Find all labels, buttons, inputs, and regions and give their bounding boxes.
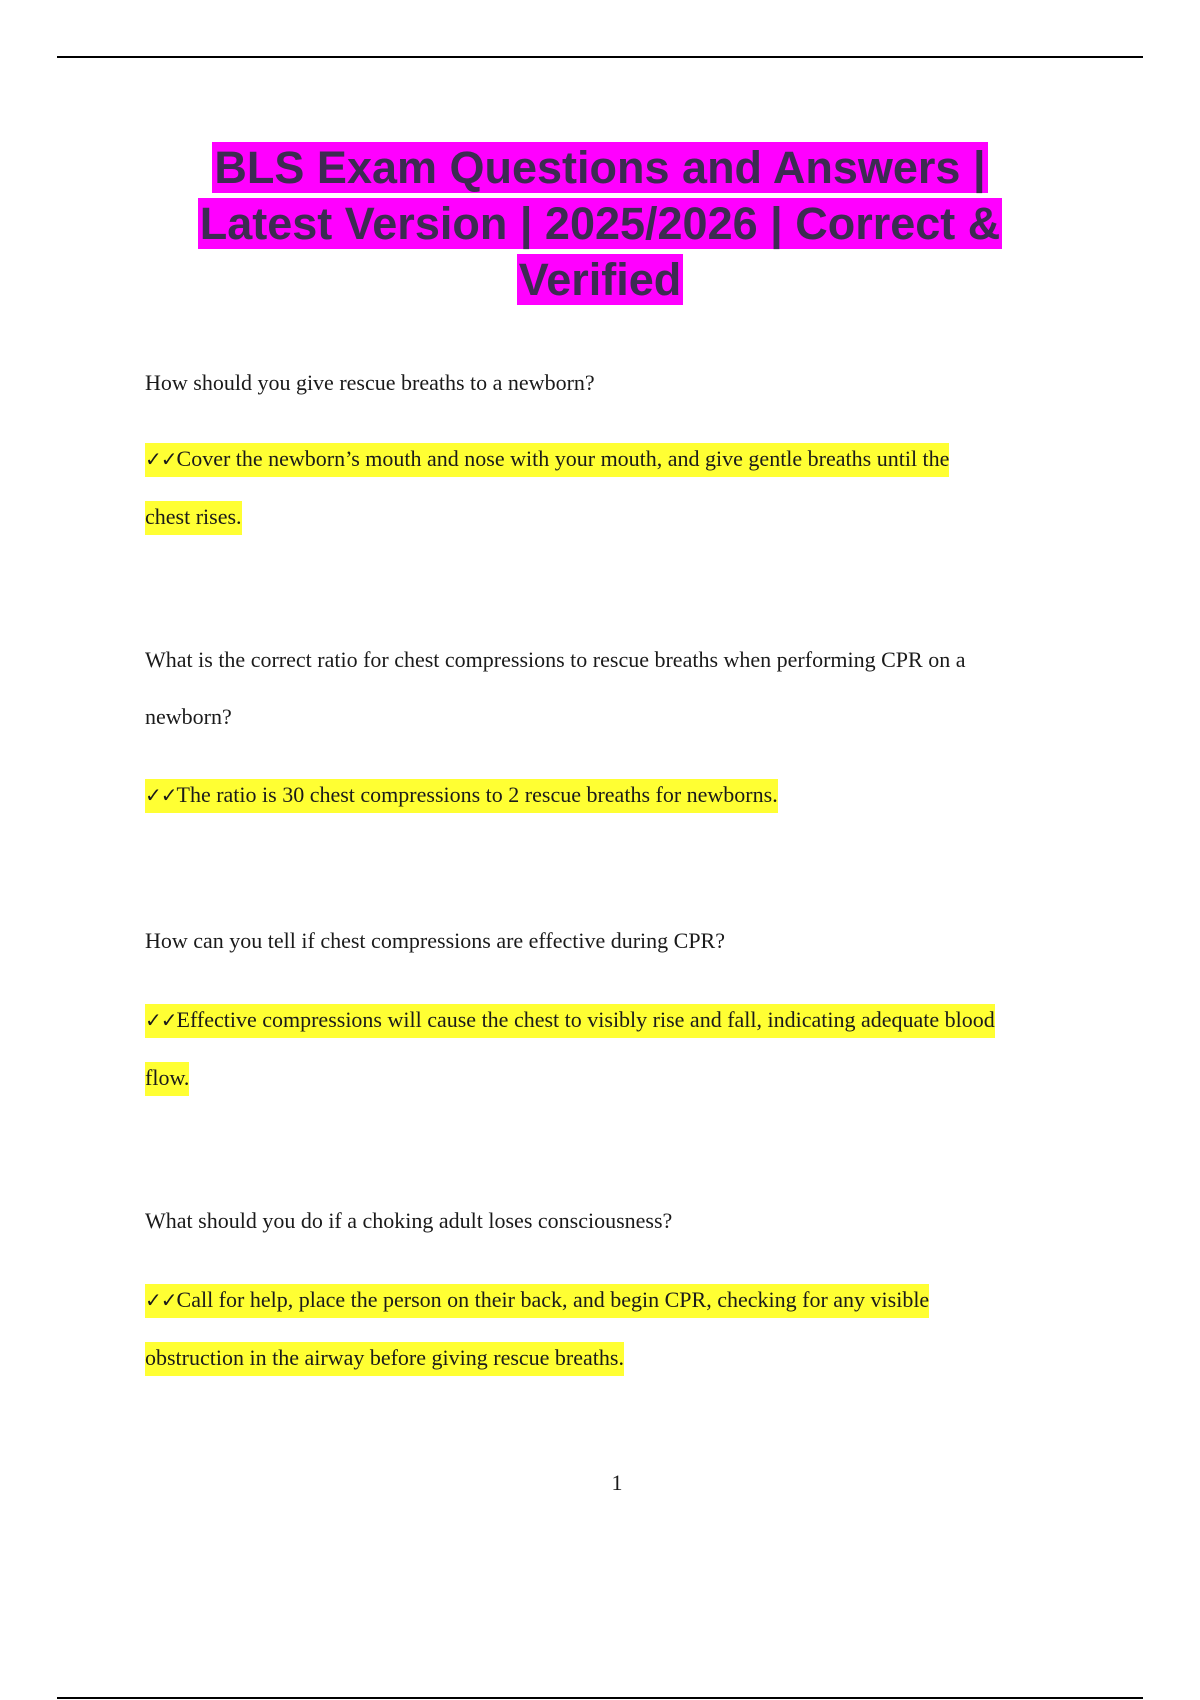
answer-2 xyxy=(145,766,1095,824)
question-2-line-2: newborn? xyxy=(145,704,232,729)
answer-4 xyxy=(145,1271,1095,1386)
answer-4-line-2: obstruction in the airway before giving rescue breaths. xyxy=(145,1342,624,1376)
title-line-1: BLS Exam Questions and Answers | xyxy=(214,142,986,193)
page-number: 1 xyxy=(611,1470,623,1495)
top-rule xyxy=(57,56,1143,58)
title-line-2: Latest Version | 2025/2026 | Correct & xyxy=(199,198,1001,249)
answer-3 xyxy=(145,991,1095,1106)
document-title xyxy=(100,140,1100,308)
question-1: How should you give rescue breaths to a newborn? xyxy=(145,370,595,395)
check-mark-icon: ✓✓ xyxy=(145,1008,177,1032)
qa-item-3 xyxy=(145,912,1095,969)
question-4: What should you do if a choking adult loses consciousness? xyxy=(145,1208,673,1233)
answer-2-line-1: ✓✓The ratio is 30 chest compressions to 2 rescue breaths for newborns. xyxy=(145,779,778,813)
check-mark-icon: ✓✓ xyxy=(145,1288,177,1312)
question-2-line-1: What is the correct ratio for chest compressions to rescue breaths when performing CPR on a xyxy=(145,647,966,672)
question-3: How can you tell if chest compressions are effective during CPR? xyxy=(145,928,725,953)
answer-1-line-1: ✓✓Cover the newborn’s mouth and nose with your mouth, and give gentle breaths until the xyxy=(145,443,949,477)
answer-4-line-1: ✓✓Call for help, place the person on their back, and begin CPR, checking for any visible xyxy=(145,1284,929,1318)
check-mark-icon: ✓✓ xyxy=(145,447,177,471)
answer-1-line-2: chest rises. xyxy=(145,501,242,535)
qa-item-4 xyxy=(145,1192,1095,1249)
bottom-rule xyxy=(57,1697,1143,1699)
check-mark-icon: ✓✓ xyxy=(145,783,177,807)
qa-item-1 xyxy=(145,354,1095,411)
title-line-3: Verified xyxy=(518,254,682,305)
answer-3-line-2: flow. xyxy=(145,1062,189,1096)
qa-item-2 xyxy=(145,631,1095,745)
answer-3-line-1: ✓✓Effective compressions will cause the chest to visibly rise and fall, indicating adequate blood xyxy=(145,1004,995,1038)
answer-1 xyxy=(145,430,1095,545)
